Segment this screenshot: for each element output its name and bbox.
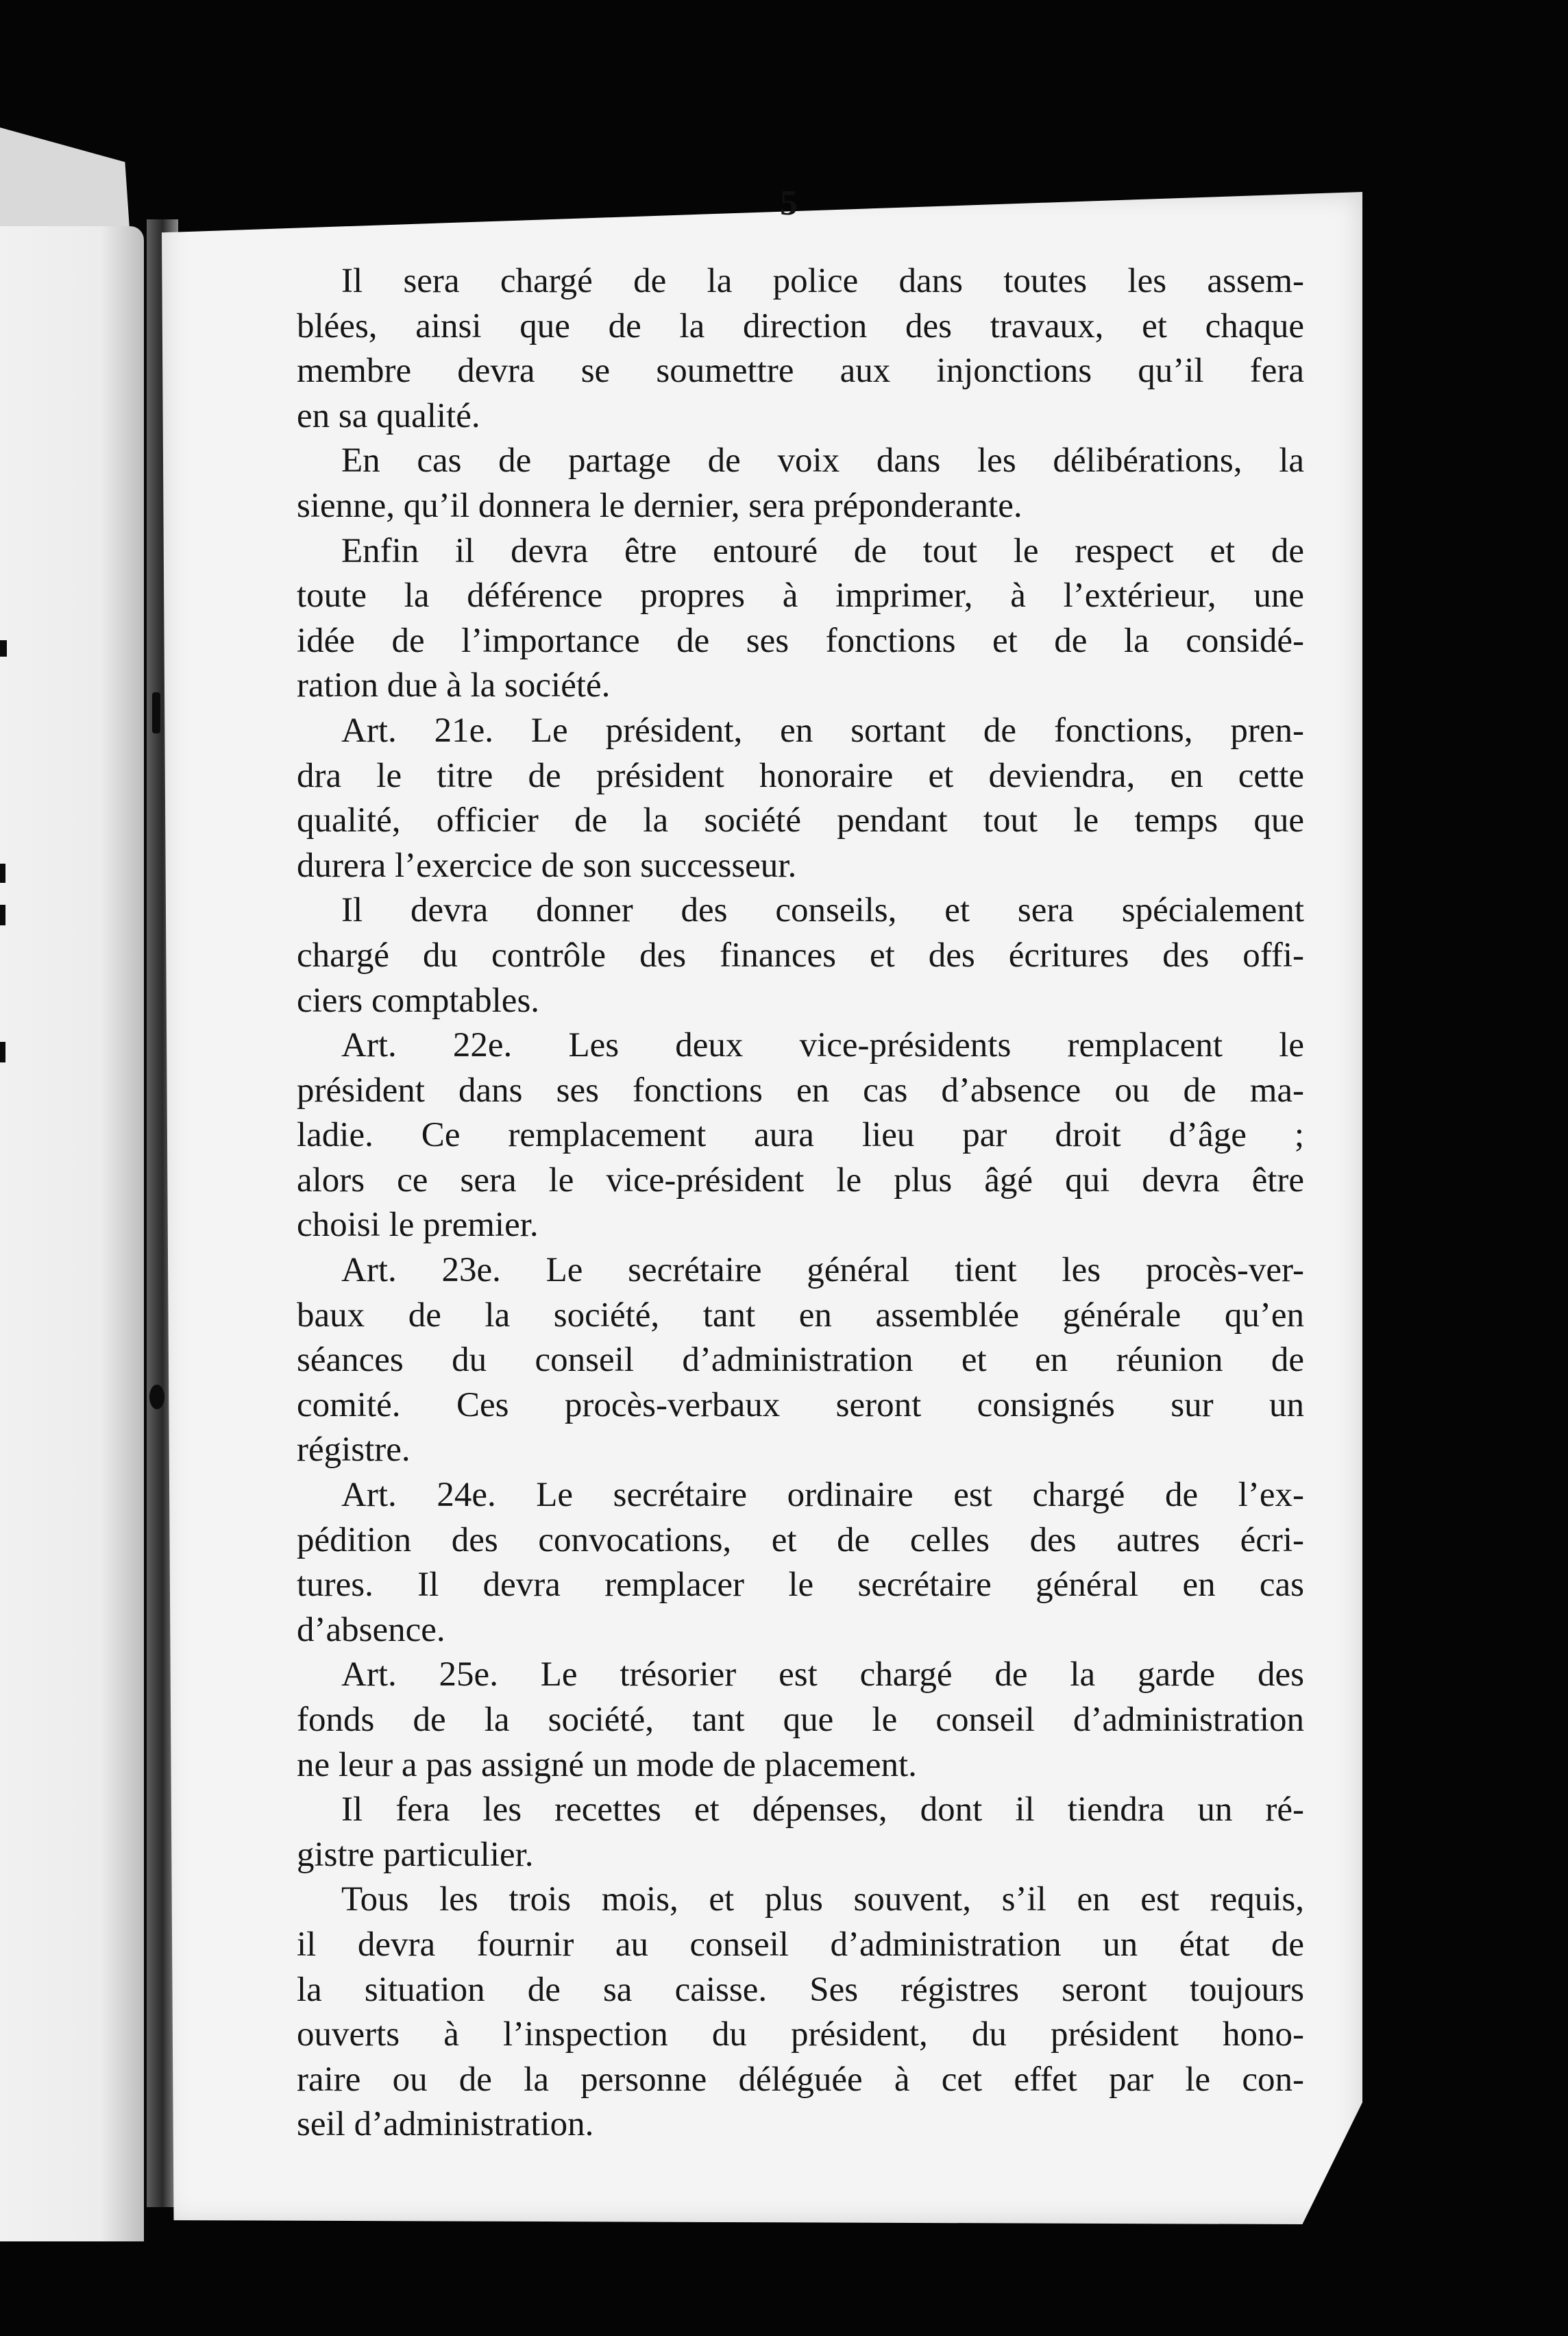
text-line: pédition des convocations, et de celles des autres écri- xyxy=(297,1520,1304,1559)
left-page-fragment-mark xyxy=(0,905,5,925)
left-page-fragment-mark xyxy=(0,640,7,657)
text-line: Enfin il devra être entouré de tout le respect et de xyxy=(341,531,1304,570)
text-line: ciers comptables. xyxy=(297,981,540,1020)
text-line: gistre particulier. xyxy=(297,1835,534,1874)
text-line: seil d’administration. xyxy=(297,2105,594,2144)
text-line: idée de l’importance de ses fonctions et de la considé- xyxy=(297,621,1304,660)
text-line: Art. 24e. Le secrétaire ordinaire est chargé de l’ex- xyxy=(341,1476,1304,1515)
left-page-fragment-mark xyxy=(0,864,5,883)
text-line: blées, ainsi que de la direction des travaux, et chaque xyxy=(297,306,1304,345)
text-line: Art. 25e. Le trésorier est chargé de la garde des xyxy=(341,1655,1304,1694)
page-text xyxy=(297,259,1304,2148)
text-line: qualité, officier de la société pendant tout le temps que xyxy=(297,801,1304,840)
text-line: président dans ses fonctions en cas d’absence ou de ma- xyxy=(297,1071,1304,1110)
text-line: ration due à la société. xyxy=(297,666,611,705)
text-line: dra le titre de président honoraire et deviendra, en cette xyxy=(297,756,1304,795)
text-line: il devra fournir au conseil d’administration un état de xyxy=(297,1925,1304,1964)
text-line: membre devra se soumettre aux injonctions qu’il fera xyxy=(297,352,1304,391)
text-line: Il devra donner des conseils, et sera spécialement xyxy=(341,891,1304,930)
text-line: fonds de la société, tant que le conseil d’administration xyxy=(297,1701,1304,1739)
text-line: alors ce sera le vice-président le plus âgé qui devra être xyxy=(297,1160,1304,1200)
text-line: Art. 23e. Le secrétaire général tient les procès-ver- xyxy=(341,1251,1304,1290)
binding-hole-mark xyxy=(149,1385,164,1409)
text-line: ouverts à l’inspection du président, du président hono- xyxy=(297,2015,1304,2054)
text-line: Tous les trois mois, et plus souvent, s’il en est requis, xyxy=(341,1880,1304,1919)
text-line: ne leur a pas assigné un mode de placement. xyxy=(297,1745,917,1784)
left-page-fragment-mark xyxy=(0,1042,5,1062)
text-line: en sa qualité. xyxy=(297,396,480,435)
text-line: tures. Il devra remplacer le secrétaire général en cas xyxy=(297,1566,1304,1605)
text-line: raire ou de la personne déléguée à cet effet par le con- xyxy=(297,2060,1304,2099)
page-number: 5 xyxy=(780,184,798,223)
text-line: ladie. Ce remplacement aura lieu par droit d’âge ; xyxy=(297,1116,1304,1155)
text-line: d’absence. xyxy=(297,1610,445,1649)
text-line: baux de la société, tant en assemblée générale qu’en xyxy=(297,1295,1304,1335)
text-line: En cas de partage de voix dans les délibérations, la xyxy=(341,441,1304,480)
text-line: Art. 21e. Le président, en sortant de fonctions, pren- xyxy=(341,711,1304,750)
text-line: choisi le premier. xyxy=(297,1206,539,1245)
text-line: Il sera chargé de la police dans toutes les assem- xyxy=(341,262,1304,300)
text-line: Art. 22e. Les deux vice-présidents remplacent le xyxy=(341,1026,1304,1065)
binding-stitch-mark xyxy=(152,692,160,733)
previous-page-edge xyxy=(0,115,130,239)
text-line: toute la déférence propres à imprimer, à l’extérieur, une xyxy=(297,576,1304,616)
text-line: chargé du contrôle des finances et des écritures des offi- xyxy=(297,936,1304,975)
text-line: comité. Ces procès-verbaux seront consignés sur un xyxy=(297,1385,1304,1424)
text-line: sienne, qu’il donnera le dernier, sera préponderante. xyxy=(297,486,1022,525)
text-line: la situation de sa caisse. Ses régistres seront toujours xyxy=(297,1970,1304,2009)
text-line: Il fera les recettes et dépenses, dont il tiendra un ré- xyxy=(341,1790,1304,1829)
previous-page-sliver xyxy=(0,226,144,2241)
text-line: séances du conseil d’administration et en réunion de xyxy=(297,1341,1304,1380)
text-line: régistre. xyxy=(297,1431,411,1470)
text-line: durera l’exercice de son successeur. xyxy=(297,846,797,885)
